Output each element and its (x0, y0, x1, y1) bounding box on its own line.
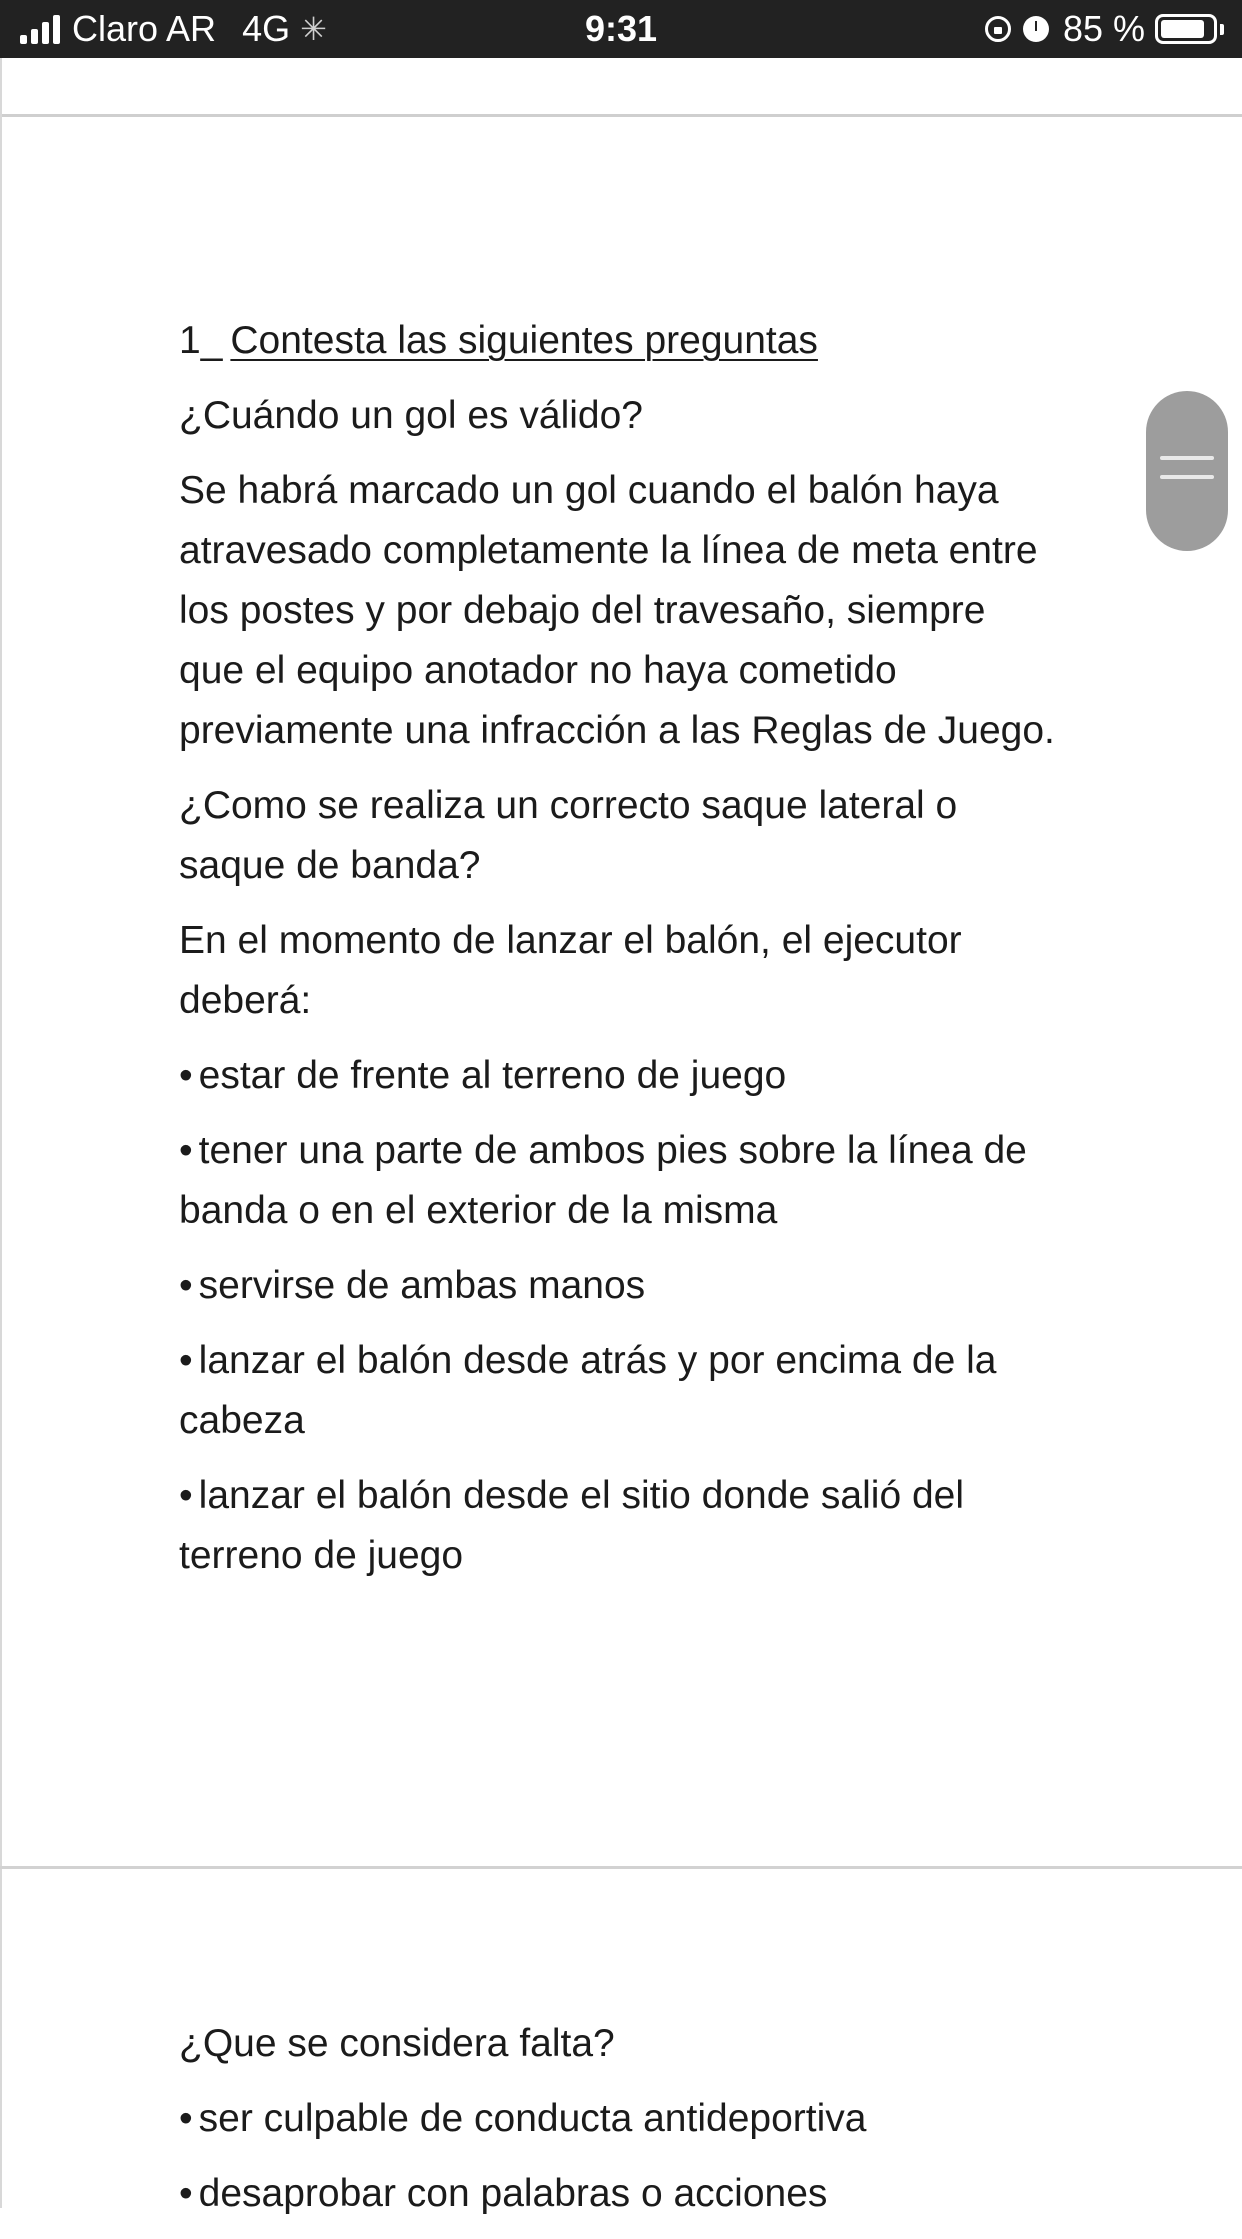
bullet-item (179, 1466, 1059, 1586)
bullet-dot: • (179, 1129, 193, 1172)
status-bar (0, 0, 1242, 58)
page-top-edge (0, 114, 1242, 117)
bullet-dot: • (179, 1474, 193, 1517)
bullet-text: ser culpable de conducta antideportiva (198, 2097, 867, 2140)
grip-line-icon (1160, 456, 1214, 460)
bullet-item (179, 1046, 1059, 1106)
status-bar-right (985, 0, 1224, 58)
clock: 9:31 (584, 8, 658, 49)
network-activity-icon: ✳ (300, 11, 327, 47)
battery-percentage: 85 % (1062, 8, 1145, 49)
battery-cap (1220, 24, 1224, 35)
bullet-dot: • (179, 2097, 193, 2140)
bullet-dot: • (179, 1264, 193, 1307)
bullet-item (179, 1331, 1059, 1451)
bullet-item (179, 1256, 1059, 1316)
bullet-item (179, 1121, 1059, 1241)
bullet-text: lanzar el balón desde el sitio donde salió del terreno de juego (179, 1474, 965, 1577)
heading-title: Contesta las siguientes preguntas (230, 319, 818, 362)
battery-icon (1155, 14, 1217, 44)
question-1: ¿Cuándo un gol es válido? (179, 394, 643, 437)
battery-level-fill (1161, 20, 1204, 38)
bullet-text: lanzar el balón desde atrás y por encima de la cabeza (179, 1339, 997, 1442)
question-2: ¿Como se realiza un correcto saque lateral o saque de banda? (179, 784, 958, 887)
bullet-text: tener una parte de ambos pies sobre la línea de banda o en el exterior de la misma (179, 1129, 1027, 1232)
alarm-icon (1023, 16, 1049, 42)
heading-number: 1_ (179, 319, 223, 362)
answer-2-intro: En el momento de lanzar el balón, el ejecutor deberá: (179, 919, 962, 1022)
orientation-lock-icon (985, 16, 1011, 42)
bullet-dot: • (179, 1339, 193, 1382)
network-type: 4G (242, 8, 291, 49)
document-page-2 (179, 2014, 1059, 2239)
answer-1: Se habrá marcado un gol cuando el balón haya atravesado completamente la línea de meta entre los postes y por debajo del travesaño, siempre que el equipo anotador no haya cometido previamente una infracción a las Reglas de Juego. (179, 469, 1055, 752)
document-page-1 (179, 311, 1059, 1601)
question-3: ¿Que se considera falta? (179, 2022, 615, 2065)
page-left-edge (0, 58, 2, 2208)
page-break (0, 1866, 1242, 1869)
grip-line-icon (1160, 475, 1214, 479)
bullet-item (179, 2164, 1059, 2224)
bullet-item (179, 2089, 1059, 2149)
bullet-dot: • (179, 1054, 193, 1097)
bullet-text: desaprobar con palabras o acciones (198, 2172, 828, 2215)
carrier-name: Claro AR (72, 8, 217, 49)
scroll-handle[interactable] (1146, 391, 1228, 551)
bullet-text: servirse de ambas manos (198, 1264, 646, 1307)
bullet-text: estar de frente al terreno de juego (198, 1054, 787, 1097)
section-heading (179, 311, 1059, 371)
bullet-dot: • (179, 2172, 193, 2215)
